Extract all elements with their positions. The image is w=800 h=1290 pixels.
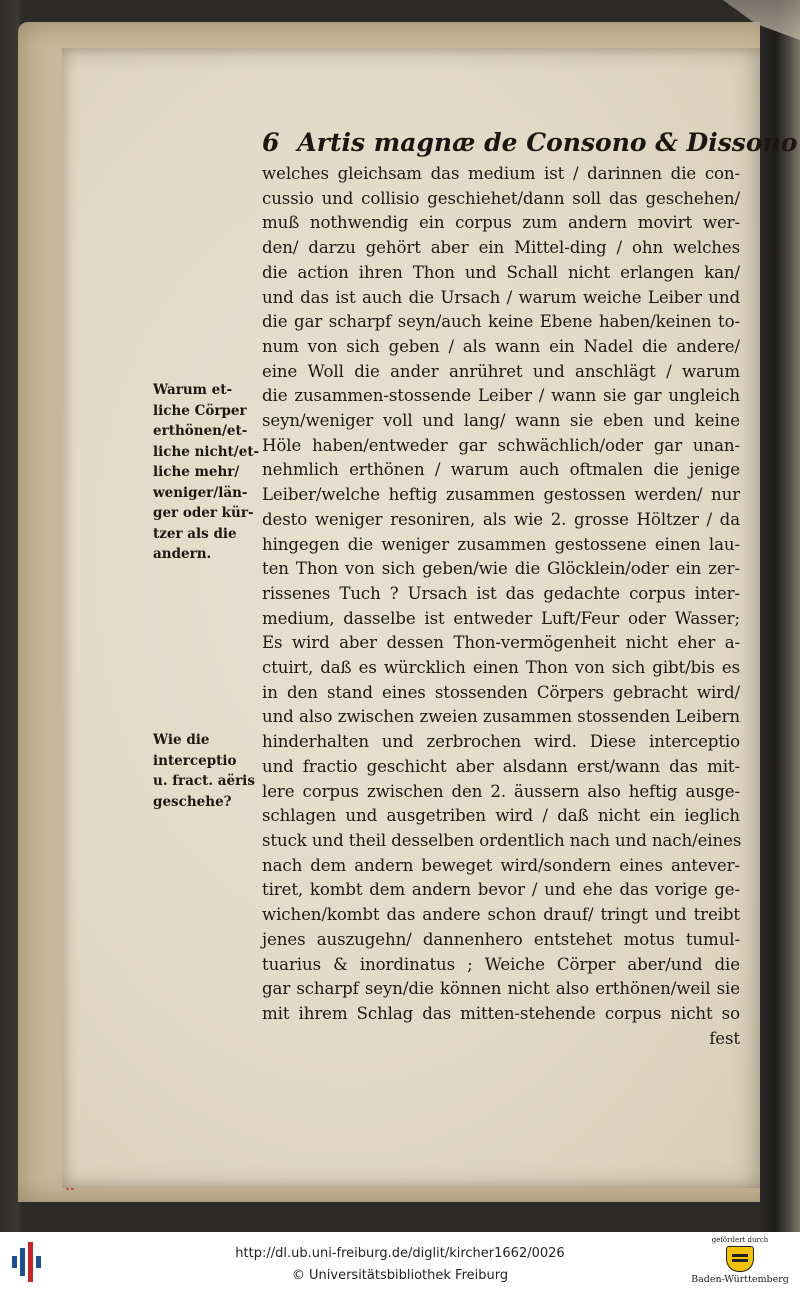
text-line: ten Thon von sich geben/wie die Glöcklein/oder ein zer- bbox=[262, 559, 740, 579]
margin-note-line: weniger/län- bbox=[153, 484, 248, 501]
permalink[interactable]: http://dl.ub.uni-freiburg.de/diglit/kircher1662/0026 bbox=[235, 1246, 565, 1261]
sponsor-label: gefördert durch bbox=[711, 1236, 769, 1244]
text-line: gar scharpf seyn/die können nicht also erthönen/weil sie bbox=[262, 979, 740, 999]
margin-note-line: tzer als die bbox=[153, 525, 237, 542]
copyright-notice: © Universitätsbibliothek Freiburg bbox=[291, 1268, 509, 1283]
sponsor-block bbox=[690, 1236, 790, 1285]
page-number: 6 bbox=[262, 128, 280, 157]
text-line: hinderhalten und zerbrochen wird. Diese interceptio bbox=[262, 732, 740, 752]
margin-note-line: ger oder kür- bbox=[153, 505, 254, 521]
text-line: und fractio geschicht aber alsdann erst/wann das mit- bbox=[262, 756, 740, 776]
sponsor-name: Baden-Württemberg bbox=[691, 1274, 789, 1285]
margin-note-line: liche nicht/et- bbox=[153, 443, 260, 460]
text-line: hingegen die weniger zusammen gestossene einen lau- bbox=[262, 534, 740, 554]
text-line: nach dem andern beweget wird/sondern eines antever- bbox=[262, 855, 740, 875]
text-line: wichen/kombt das andere schon drauf/ tringt und treibt bbox=[262, 905, 740, 925]
text-line: Es wird aber dessen Thon-vermögenheit nicht eher a- bbox=[262, 633, 740, 653]
text-line: und das ist auch die Ursach / warum weiche Leiber und bbox=[262, 287, 740, 307]
running-head bbox=[262, 128, 798, 162]
text-line: und also zwischen zweien zusammen stossenden Leibern bbox=[262, 707, 740, 727]
margin-note-line: u. fract. aëris bbox=[153, 773, 255, 789]
text-line: in den stand eines stossenden Cörpers gebracht wird/ bbox=[262, 682, 740, 702]
margin-note-line: andern. bbox=[153, 546, 212, 562]
text-line: cussio und collisio geschiehet/dann soll das geschehen/ bbox=[262, 188, 740, 208]
text-line: Höle haben/entweder gar schwächlich/oder gar unan- bbox=[262, 435, 740, 455]
text-line: die gar scharpf seyn/auch keine Ebene haben/keinen to- bbox=[262, 312, 740, 332]
margin-note-line: Wie die bbox=[153, 732, 210, 748]
text-line: die zusammen-stossende Leiber / wann sie gar ungleich bbox=[262, 386, 740, 406]
margin-note-line: interceptio bbox=[153, 752, 237, 769]
text-line: seyn/weniger voll und lang/ wann sie eben und keine bbox=[262, 411, 740, 431]
margin-note-line: liche Cörper bbox=[153, 402, 247, 419]
text-line: mit ihrem Schlag das mitten-stehende corpus nicht so bbox=[262, 1003, 740, 1023]
text-line: schlagen und ausgetriben wird / daß nicht ein ieglich bbox=[262, 806, 740, 826]
text-line: muß nothwendig ein corpus zum andern movirt wer- bbox=[262, 213, 740, 233]
margin-note-line: geschehe? bbox=[153, 793, 232, 810]
margin-note-line: erthönen/et- bbox=[153, 423, 248, 439]
text-line: den/ darzu gehört aber ein Mittel-ding / ohn welches bbox=[262, 238, 740, 258]
catchword: fest bbox=[709, 1028, 740, 1048]
margin-note-line: Warum et- bbox=[153, 382, 233, 398]
text-line: stuck und theil desselben ordentlich nach und nach/eines bbox=[262, 830, 742, 850]
text-line: Leiber/welche heftig zusammen gestossen werden/ nur bbox=[262, 485, 740, 505]
text-line: lere corpus zwischen den 2. äussern also heftig ausge- bbox=[262, 781, 740, 801]
text-line: jenes auszugehn/ dannenhero entstehet motus tumul- bbox=[262, 929, 740, 949]
running-head-title: Artis magnæ de Consono & Dissono bbox=[297, 128, 798, 157]
text-line: num von sich geben / als wann ein Nadel die andere/ bbox=[262, 336, 740, 356]
text-line: die action ihren Thon und Schall nicht erlangen kan/ bbox=[262, 262, 740, 282]
book-spine bbox=[760, 0, 800, 1232]
margin-note-line: liche mehr/ bbox=[153, 464, 240, 480]
viewer-footer bbox=[0, 1232, 800, 1290]
text-line: eine Woll die ander anrühret und anschlägt / warum bbox=[262, 361, 740, 381]
text-line: nehmlich erthönen / warum auch oftmalen die jenige bbox=[262, 460, 740, 480]
text-line: rissenes Tuch ? Ursach ist das gedachte corpus inter- bbox=[262, 583, 740, 603]
body-text bbox=[262, 162, 740, 1051]
text-line: welches gleichsam das medium ist / darinnen die con- bbox=[262, 164, 740, 183]
text-line: desto weniger resoniren, als wie 2. grosse Höltzer / da bbox=[262, 509, 740, 529]
margin-note-warum bbox=[153, 380, 259, 565]
text-line: medium, dasselbe ist entweder Luft/Feur oder Wasser; bbox=[262, 608, 740, 628]
text-line: tiret, kombt dem andern bevor / und ehe das vorige ge- bbox=[262, 880, 740, 900]
baden-wuerttemberg-crest-icon bbox=[726, 1246, 754, 1272]
text-line: tuarius & inordinatus ; Weiche Cörper aber/und die bbox=[262, 954, 740, 974]
margin-note-wie-die bbox=[153, 730, 259, 812]
text-line: ctuirt, daß es würcklich einen Thon von sich gibt/bis es bbox=[262, 658, 740, 678]
